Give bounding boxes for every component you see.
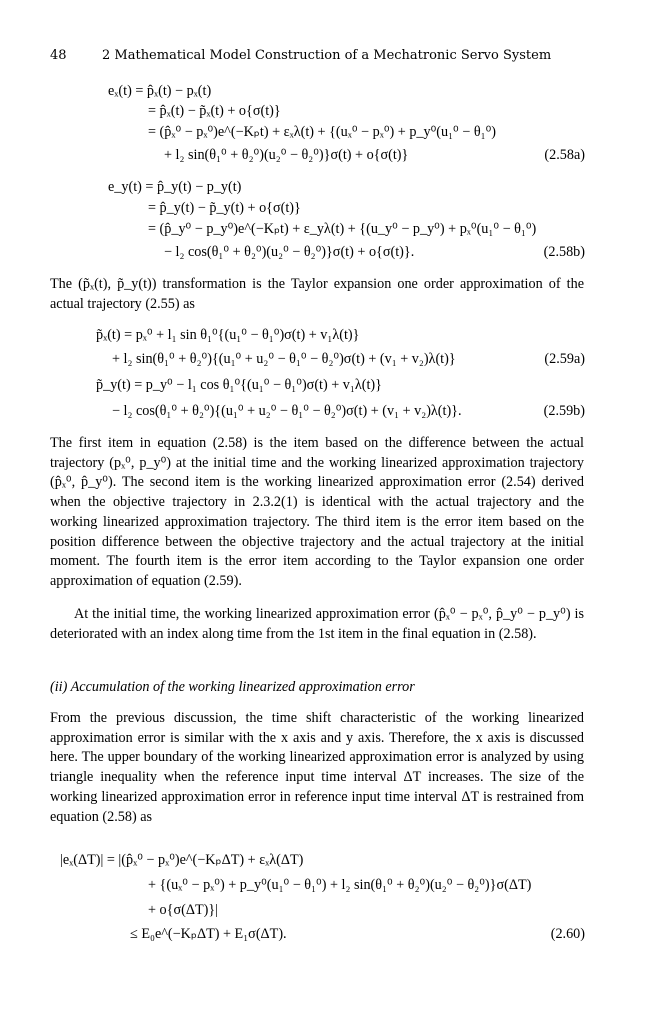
equation-line: = (p̂_y⁰ − p_y⁰)e^(−Kₚt) + ε_yλ(t) + {(u_y⁰ − p_y⁰) + pₓ⁰(u₁⁰ − θ₁⁰) <box>148 221 537 237</box>
paragraph: The (p̃ₓ(t), p̃_y(t)) transformation is the Taylor expansion one order approximation of the actual trajectory (2.55) as <box>50 276 584 312</box>
equation-number: (2.59a) <box>544 351 585 367</box>
equation-number: (2.59b) <box>543 403 585 419</box>
running-title: 2 Mathematical Model Construction of a Mechatronic Servo System <box>102 48 552 63</box>
running-header <box>50 48 584 63</box>
equation-number: (2.58b) <box>543 244 585 260</box>
equation-line: p̃ₓ(t) = pₓ⁰ + l₁ sin θ₁⁰{(u₁⁰ − θ₁⁰)σ(t) + v₁λ(t)} <box>96 327 360 343</box>
equation-line: + l₂ sin(θ₁⁰ + θ₂⁰){(u₁⁰ + u₂⁰ − θ₁⁰ − θ₂⁰)σ(t) + (v₁ + v₂)λ(t)} <box>112 351 456 367</box>
equation-line: − l₂ cos(θ₁⁰ + θ₂⁰){(u₁⁰ + u₂⁰ − θ₁⁰ − θ₂⁰)σ(t) + (v₁ + v₂)λ(t)}. <box>112 403 462 419</box>
equation-line: = p̂ₓ(t) − p̃ₓ(t) + o{σ(t)} <box>148 103 281 119</box>
equation-line: = p̂_y(t) − p̃_y(t) + o{σ(t)} <box>148 200 301 216</box>
equation-line: |eₓ(ΔT)| = |(p̂ₓ⁰ − pₓ⁰)e^(−KₚΔT) + εₓλ(ΔT) <box>60 852 304 868</box>
equation-line: ≤ E₀e^(−KₚΔT) + E₁σ(ΔT). <box>130 926 287 942</box>
equation-line: − l₂ cos(θ₁⁰ + θ₂⁰)(u₂⁰ − θ₂⁰)}σ(t) + o{σ(t)}. <box>164 244 415 260</box>
equation-line: + l₂ sin(θ₁⁰ + θ₂⁰)(u₂⁰ − θ₂⁰)}σ(t) + o{σ(t)} <box>164 147 409 163</box>
equation-line: = (p̂ₓ⁰ − pₓ⁰)e^(−Kₚt) + εₓλ(t) + {(uₓ⁰ − pₓ⁰) + p_y⁰(u₁⁰ − θ₁⁰) <box>148 124 496 140</box>
equation-number: (2.58a) <box>544 147 585 163</box>
equation-line: e_y(t) = p̂_y(t) − p_y(t) <box>108 179 242 195</box>
equation-line: + {(uₓ⁰ − pₓ⁰) + p_y⁰(u₁⁰ − θ₁⁰) + l₂ sin(θ₁⁰ + θ₂⁰)(u₂⁰ − θ₂⁰)}σ(ΔT) <box>148 877 532 893</box>
subsection-heading: (ii) Accumulation of the working linearized approximation error <box>50 679 415 695</box>
equation-line: + o{σ(ΔT)}| <box>148 902 218 918</box>
paragraph: From the previous discussion, the time shift characteristic of the working linearized approximation error is similar with the x axis and y axis. Therefore, the x axis is discussed here. The upper boundary of the working linearized approximation error is analyzed by using triangle inequality when the reference input time interval ΔT increases. The size of the working linearized approximation error in reference input time interval ΔT is restrained from equation (2.58) as <box>50 710 584 825</box>
page-number: 48 <box>50 48 67 63</box>
paragraph: At the initial time, the working linearized approximation error (p̂ₓ⁰ − pₓ⁰, p̂_y⁰ − p_y⁰) is deteriorated with an index along time from the 1st item in the final equation in (2.58). <box>50 606 584 642</box>
paragraph: The first item in equation (2.58) is the item based on the difference between the actual trajectory (pₓ⁰, p_y⁰) at the initial time and the working linearized approximation trajectory (p̂ₓ⁰, p̂_y⁰). The second item is the working linearized approximation error (2.54) derived when the objective trajectory in 2.3.2(1) is identical with the actual trajectory and the working linearized approximation trajectory. The third item is the error item based on the position difference between the objective trajectory and the actual trajectory at the initial moment. The fourth item is the error item according to the Taylor expansion one order approximation of equation (2.59). <box>50 435 584 589</box>
equation-line: p̃_y(t) = p_y⁰ − l₁ cos θ₁⁰{(u₁⁰ − θ₁⁰)σ(t) + v₁λ(t)} <box>96 377 382 393</box>
equation-line: eₓ(t) = p̂ₓ(t) − pₓ(t) <box>108 83 212 99</box>
equation-number: (2.60) <box>550 926 585 942</box>
